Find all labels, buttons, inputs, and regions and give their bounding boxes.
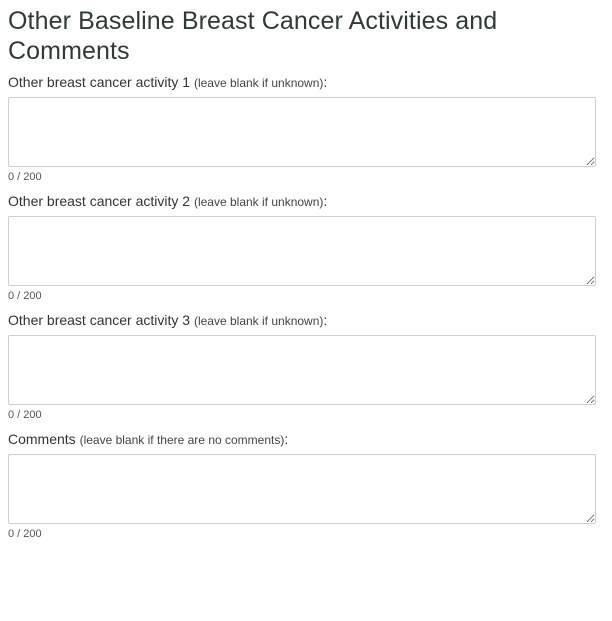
field-label-other-activity-3 <box>8 312 604 330</box>
field-label-text: Other breast cancer activity 3 <box>8 312 191 328</box>
other-activity-2-input[interactable] <box>8 216 596 286</box>
other-activity-2-counter: 0 / 200 <box>8 290 42 302</box>
field-label-hint: (leave blank if there are no comments) <box>79 433 285 447</box>
comments-counter: 0 / 200 <box>8 528 42 540</box>
other-activity-3-input[interactable] <box>8 335 596 405</box>
field-label-hint: (leave blank if unknown) <box>193 314 324 328</box>
field-label-comments <box>8 431 604 449</box>
field-label-other-activity-1 <box>8 74 604 92</box>
field-label-text: Other breast cancer activity 2 <box>8 193 191 209</box>
page-title: Other Baseline Breast Cancer Activities and Comments <box>8 7 498 65</box>
field-label-hint: (leave blank if unknown) <box>193 76 324 90</box>
field-label-colon: : <box>323 74 328 90</box>
comments-input[interactable] <box>8 454 596 524</box>
field-comments <box>8 431 604 541</box>
field-label-other-activity-2 <box>8 193 604 211</box>
other-activity-3-counter: 0 / 200 <box>8 409 42 421</box>
field-label-colon: : <box>323 312 328 328</box>
field-other-activity-2 <box>8 193 604 303</box>
field-label-text: Other breast cancer activity 1 <box>8 74 191 90</box>
other-activity-1-counter: 0 / 200 <box>8 171 42 183</box>
field-other-activity-1 <box>8 74 604 184</box>
field-other-activity-3 <box>8 312 604 422</box>
field-label-colon: : <box>323 193 328 209</box>
field-label-text: Comments <box>8 431 76 447</box>
other-activity-1-input[interactable] <box>8 97 596 167</box>
field-label-colon: : <box>284 431 289 447</box>
field-label-hint: (leave blank if unknown) <box>193 195 324 209</box>
